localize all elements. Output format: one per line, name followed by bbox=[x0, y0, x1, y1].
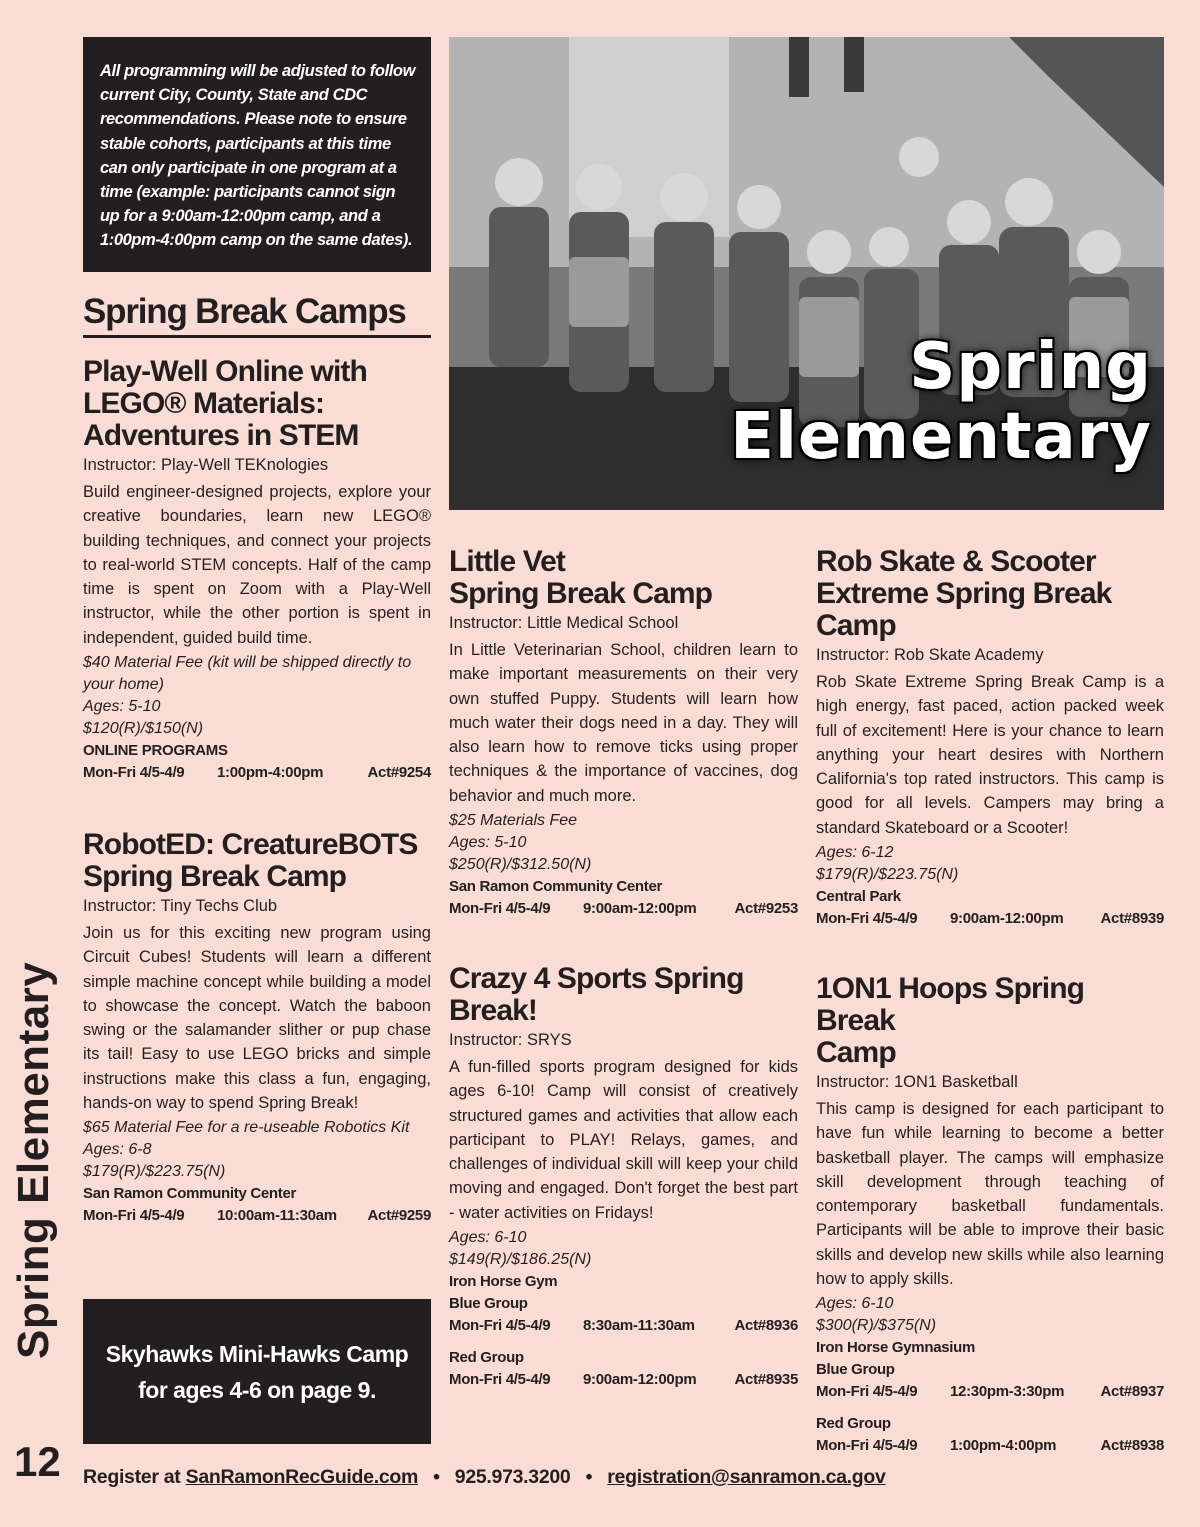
program-price: $149(R)/$186.25(N) bbox=[449, 1251, 592, 1269]
session-activity-number: Act#9254 bbox=[367, 764, 431, 782]
program-description: A fun-filled sports program designed for kids ages 6-10! Camp will consist of creatively structured games and activities that allow each participant to PLAY! Relays, games, and challenges of individual skill will keep your child moving and engaged. Don't forget the best part - water activities on Fridays! bbox=[449, 1058, 798, 1222]
session-dates: Mon-Fri 4/5-4/9 bbox=[816, 1437, 918, 1455]
program-robotED bbox=[83, 829, 431, 1227]
session-row bbox=[449, 898, 798, 920]
session-row bbox=[83, 762, 431, 784]
session-row bbox=[816, 1435, 1164, 1457]
program-ages: Ages: 6-10 bbox=[816, 1295, 894, 1313]
session-activity-number: Act#9259 bbox=[367, 1207, 431, 1225]
session-row bbox=[816, 908, 1164, 930]
program-location: Iron Horse Gym bbox=[449, 1273, 558, 1291]
session-activity-number: Act#8937 bbox=[1100, 1383, 1164, 1401]
session-time: 10:00am-11:30am bbox=[217, 1207, 337, 1225]
program-title bbox=[449, 546, 798, 610]
session-row bbox=[449, 1315, 798, 1337]
program-rob-skate bbox=[816, 546, 1164, 930]
session-time: 12:30pm-3:30pm bbox=[950, 1383, 1065, 1401]
footer-phone: 925.973.3200 bbox=[454, 1466, 571, 1488]
program-title bbox=[816, 973, 1164, 1069]
program-title-line: LEGO® Materials: bbox=[83, 387, 325, 420]
program-location: Central Park bbox=[816, 888, 901, 906]
program-title-line: Adventures in STEM bbox=[83, 419, 359, 452]
session-activity-number: Act#9253 bbox=[734, 900, 798, 918]
session-time: 9:00am-12:00pm bbox=[950, 910, 1064, 928]
program-play-well bbox=[83, 356, 431, 784]
program-description: Rob Skate Extreme Spring Break Camp is a high energy, fast paced, action packed week full of excitement! Here is your chance to learn anything your heart desires with Northern California's top rated instructors. This camp is good for all levels. Campers may bring a standard Skateboard or a Scooter! bbox=[816, 673, 1164, 837]
session-time: 8:30am-11:30am bbox=[583, 1317, 695, 1335]
session-dates: Mon-Fri 4/5-4/9 bbox=[449, 1371, 551, 1389]
program-price: $120(R)/$150(N) bbox=[83, 720, 204, 738]
program-title-line: Little Vet bbox=[449, 545, 566, 578]
program-title-line: Camp bbox=[816, 1036, 896, 1069]
program-title-line: 1ON1 Hoops Spring Break bbox=[816, 972, 1085, 1037]
program-instructor: Instructor: Play-Well TEKnologies bbox=[83, 456, 329, 474]
session-row bbox=[83, 1205, 431, 1227]
program-ages: Ages: 5-10 bbox=[83, 698, 161, 716]
program-fee: $65 Material Fee for a re-useable Robotics Kit bbox=[83, 1119, 410, 1137]
program-ages: Ages: 6-12 bbox=[816, 844, 894, 862]
program-instructor: Instructor: Tiny Techs Club bbox=[83, 897, 278, 915]
program-title-line: Spring Break Camp bbox=[449, 577, 713, 610]
session-time: 1:00pm-4:00pm bbox=[217, 764, 324, 782]
session-row bbox=[816, 1381, 1164, 1403]
program-fee: $40 Material Fee (kit will be shipped directly to your home) bbox=[83, 654, 412, 694]
session-dates: Mon-Fri 4/5-4/9 bbox=[83, 764, 185, 782]
session-time: 9:00am-12:00pm bbox=[583, 900, 697, 918]
program-location: San Ramon Community Center bbox=[449, 878, 663, 896]
program-price: $179(R)/$223.75(N) bbox=[816, 866, 959, 884]
footer-email-link[interactable]: registration@sanramon.ca.gov bbox=[607, 1466, 886, 1488]
program-title-line: Extreme Spring Break bbox=[816, 577, 1112, 610]
session-dates: Mon-Fri 4/5-4/9 bbox=[816, 910, 918, 928]
skyhawks-callout bbox=[83, 1299, 431, 1444]
footer-separator: • bbox=[585, 1466, 593, 1488]
page-number: 12 bbox=[14, 1438, 61, 1485]
session-dates: Mon-Fri 4/5-4/9 bbox=[449, 1317, 551, 1335]
program-description: Build engineer-designed projects, explore your creative boundaries, learn new LEGO® building techniques, and connect your projects to real-world STEM concepts. Half of the camp time is spent on Zoom with a Play-Well instructor, while the other portion is spent in independent, guided build time. bbox=[83, 483, 431, 647]
program-crazy-4-sports bbox=[449, 963, 798, 1391]
program-instructor: Instructor: SRYS bbox=[449, 1031, 572, 1049]
group-name: Red Group bbox=[816, 1415, 891, 1433]
program-ages: Ages: 5-10 bbox=[449, 834, 527, 852]
program-title-line: Rob Skate & Scooter bbox=[816, 545, 1096, 578]
program-price: $300(R)/$375(N) bbox=[816, 1317, 937, 1335]
group-name: Blue Group bbox=[816, 1361, 895, 1379]
photo-title-line: Elementary bbox=[730, 400, 1152, 474]
footer-website-link[interactable]: SanRamonRecGuide.com bbox=[185, 1466, 419, 1488]
program-description: Join us for this exciting new program using Circuit Cubes! Students will learn a different simple machine concept while building a model to showcase the concept. Watch the baboon swing or the salamander slither or pup chase its tail! Easy to use LEGO bricks and simple instructions make this class a fun, engaging, hands-on way to spend Spring Break! bbox=[83, 924, 431, 1113]
camp-photo bbox=[449, 37, 1164, 510]
session-activity-number: Act#8939 bbox=[1100, 910, 1164, 928]
group-name: Blue Group bbox=[449, 1295, 528, 1313]
program-instructor: Instructor: Rob Skate Academy bbox=[816, 646, 1044, 664]
program-instructor: Instructor: 1ON1 Basketball bbox=[816, 1073, 1018, 1091]
program-title bbox=[449, 963, 798, 1027]
program-location: ONLINE PROGRAMS bbox=[83, 742, 228, 760]
program-instructor: Instructor: Little Medical School bbox=[449, 614, 679, 632]
program-1on1-hoops bbox=[816, 973, 1164, 1457]
program-fee: $25 Materials Fee bbox=[449, 812, 578, 830]
program-location: San Ramon Community Center bbox=[83, 1185, 297, 1203]
programming-notice: All programming will be adjusted to follow current City, County, State and CDC recommendations. Please note to ensure stable cohorts, participants at this time can only participate in one program at a time (example: participants cannot sign up for a 9:00am-12:00pm camp, and a 1:00pm-4:00pm camp on the same dates). bbox=[83, 37, 431, 272]
photo-title bbox=[730, 332, 1152, 472]
program-title-line: RobotED: CreatureBOTS bbox=[83, 828, 418, 861]
session-dates: Mon-Fri 4/5-4/9 bbox=[83, 1207, 185, 1225]
program-title bbox=[83, 829, 431, 893]
program-title-line: Crazy 4 Sports Spring bbox=[449, 962, 744, 995]
section-title: Spring Break Camps bbox=[83, 291, 431, 338]
program-title-line: Play-Well Online with bbox=[83, 355, 367, 388]
footer-separator: • bbox=[433, 1466, 440, 1488]
footer-register-label: Register at bbox=[83, 1466, 181, 1488]
program-ages: Ages: 6-10 bbox=[449, 1229, 527, 1247]
side-section-label: Spring Elementary bbox=[9, 961, 58, 1360]
session-time: 9:00am-12:00pm bbox=[583, 1371, 697, 1389]
session-dates: Mon-Fri 4/5-4/9 bbox=[449, 900, 551, 918]
program-price: $179(R)/$223.75(N) bbox=[83, 1163, 226, 1181]
program-title bbox=[816, 546, 1164, 642]
program-title-line: Camp bbox=[816, 609, 896, 642]
program-ages: Ages: 6-8 bbox=[83, 1141, 152, 1159]
session-dates: Mon-Fri 4/5-4/9 bbox=[816, 1383, 918, 1401]
session-activity-number: Act#8938 bbox=[1100, 1437, 1164, 1455]
footer bbox=[83, 1466, 886, 1489]
session-row bbox=[449, 1369, 798, 1391]
program-title-line: Break! bbox=[449, 994, 537, 1027]
photo-title-line: Spring bbox=[909, 330, 1152, 404]
program-description: This camp is designed for each participant to have fun while learning to become a better basketball player. The camps will emphasize skill development through teaching of contemporary basketball fundamentals. Participants will be able to improve their basic skills and develop new skills while also learning how to apply skills. bbox=[816, 1100, 1164, 1289]
program-title bbox=[83, 356, 431, 452]
callout-line: Skyhawks Mini-Hawks Camp bbox=[105, 1340, 409, 1367]
session-activity-number: Act#8936 bbox=[734, 1317, 798, 1335]
program-title-line: Spring Break Camp bbox=[83, 860, 347, 893]
group-name: Red Group bbox=[449, 1349, 524, 1367]
program-description: In Little Veterinarian School, children learn to make important measurements on their very own stuffed Puppy. Students will learn how much water their dogs need in a day. They will also learn how to remove ticks using proper techniques & the importance of vaccines, dog behavior and much more. bbox=[449, 641, 798, 805]
program-little-vet bbox=[449, 546, 798, 920]
session-time: 1:00pm-4:00pm bbox=[950, 1437, 1057, 1455]
program-price: $250(R)/$312.50(N) bbox=[449, 856, 592, 874]
callout-line: for ages 4-6 on page 9. bbox=[138, 1376, 376, 1403]
session-activity-number: Act#8935 bbox=[734, 1371, 798, 1389]
program-location: Iron Horse Gymnasium bbox=[816, 1339, 976, 1357]
